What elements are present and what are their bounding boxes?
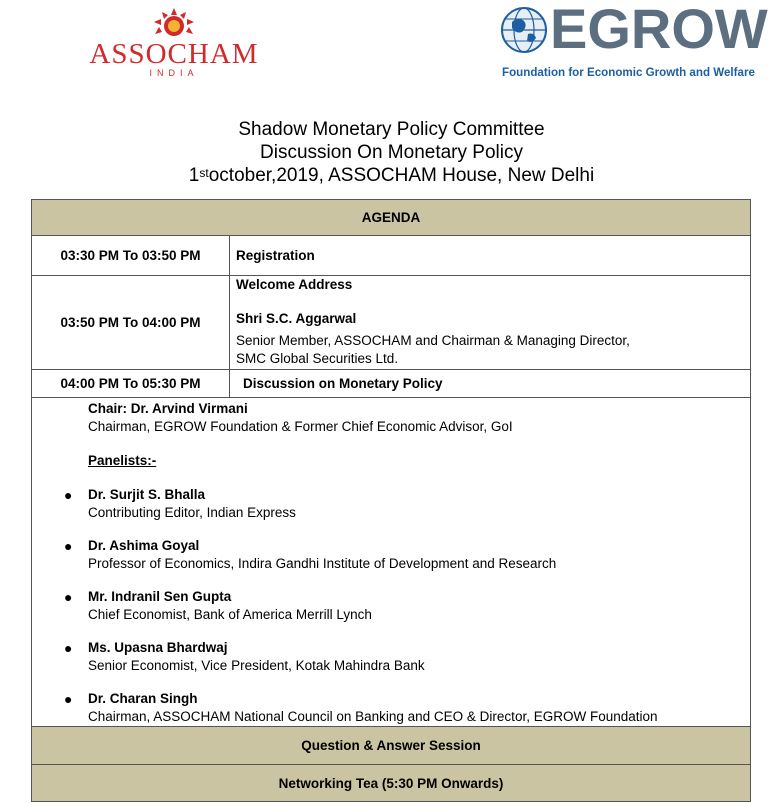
time-slot: 03:30 PM To 03:50 PM (32, 236, 230, 276)
time-slot: 03:50 PM To 04:00 PM (32, 276, 230, 370)
egrow-tagline: Foundation for Economic Growth and Welfare (502, 66, 755, 79)
globe-icon (500, 4, 548, 56)
agenda-item (230, 276, 751, 370)
time-slot: 04:00 PM To 05:30 PM (32, 370, 230, 398)
sun-icon (146, 8, 202, 42)
panelists-heading: Panelists:- (88, 453, 157, 468)
panel-cell (32, 398, 751, 727)
list-item (32, 690, 750, 726)
list-item (32, 588, 750, 624)
chair-name: Chair: Dr. Arvind Virmani (88, 401, 248, 416)
panelist-description: Contributing Editor, Indian Express (88, 505, 296, 520)
agenda-item: Discussion on Monetary Policy (230, 370, 751, 398)
title-day-suffix: st (199, 166, 209, 180)
agenda-item-title: Welcome Address (236, 277, 353, 292)
panelist-description: Chief Economist, Bank of America Merrill Lynch (88, 607, 372, 622)
agenda-item: Registration (230, 236, 751, 276)
table-row (32, 276, 751, 370)
panelist-description: Professor of Economics, Indira Gandhi Institute of Development and Research (88, 556, 557, 571)
bullet-icon: ● (64, 538, 73, 554)
networking-tea: Networking Tea (5:30 PM Onwards) (32, 765, 751, 802)
qa-session: Question & Answer Session (32, 727, 751, 765)
panelist-name: Dr. Surjit S. Bhalla (88, 487, 206, 502)
title-day: 1 (188, 165, 200, 186)
agenda-header: AGENDA (32, 200, 751, 236)
chair-block (32, 398, 750, 436)
assocham-logo (58, 8, 290, 80)
agenda-table (31, 199, 751, 802)
list-item (32, 537, 750, 573)
document-title (0, 118, 783, 187)
chair-description: Chairman, EGROW Foundation & Former Chief Economic Advisor, GoI (88, 419, 513, 434)
speaker-description: SMC Global Securities Ltd. (236, 351, 399, 366)
panelist-name: Dr. Ashima Goyal (88, 538, 200, 553)
panelist-name: Mr. Indranil Sen Gupta (88, 589, 232, 604)
bullet-icon: ● (64, 487, 73, 503)
panelist-name: Ms. Upasna Bhardwaj (88, 640, 228, 655)
title-line-1: Shadow Monetary Policy Committee (238, 119, 545, 140)
panelist-description: Chairman, ASSOCHAM National Council on Banking and CEO & Director, EGROW Foundation (88, 709, 658, 724)
list-item (32, 639, 750, 675)
table-row (32, 398, 751, 727)
panelist-name: Dr. Charan Singh (88, 691, 198, 706)
bullet-icon: ● (64, 589, 73, 605)
assocham-subtitle: INDIA (149, 68, 199, 78)
egrow-wordmark: EGROW (550, 0, 768, 60)
bullet-icon: ● (64, 640, 73, 656)
title-date-venue: october,2019, ASSOCHAM House, New Delhi (208, 165, 595, 186)
speaker-name: Shri S.C. Aggarwal (236, 311, 357, 326)
speaker-description: Senior Member, ASSOCHAM and Chairman & Managing Director, (236, 333, 630, 348)
bullet-icon: ● (64, 691, 73, 707)
title-line-3 (0, 164, 783, 187)
assocham-wordmark: ASSOCHAM (89, 38, 259, 70)
table-row (32, 236, 751, 276)
panelist-description: Senior Economist, Vice President, Kotak Mahindra Bank (88, 658, 425, 673)
egrow-logo (500, 2, 776, 80)
title-line-2: Discussion On Monetary Policy (260, 142, 523, 163)
list-item (32, 486, 750, 522)
panelists-list (32, 486, 750, 726)
table-row (32, 370, 751, 398)
